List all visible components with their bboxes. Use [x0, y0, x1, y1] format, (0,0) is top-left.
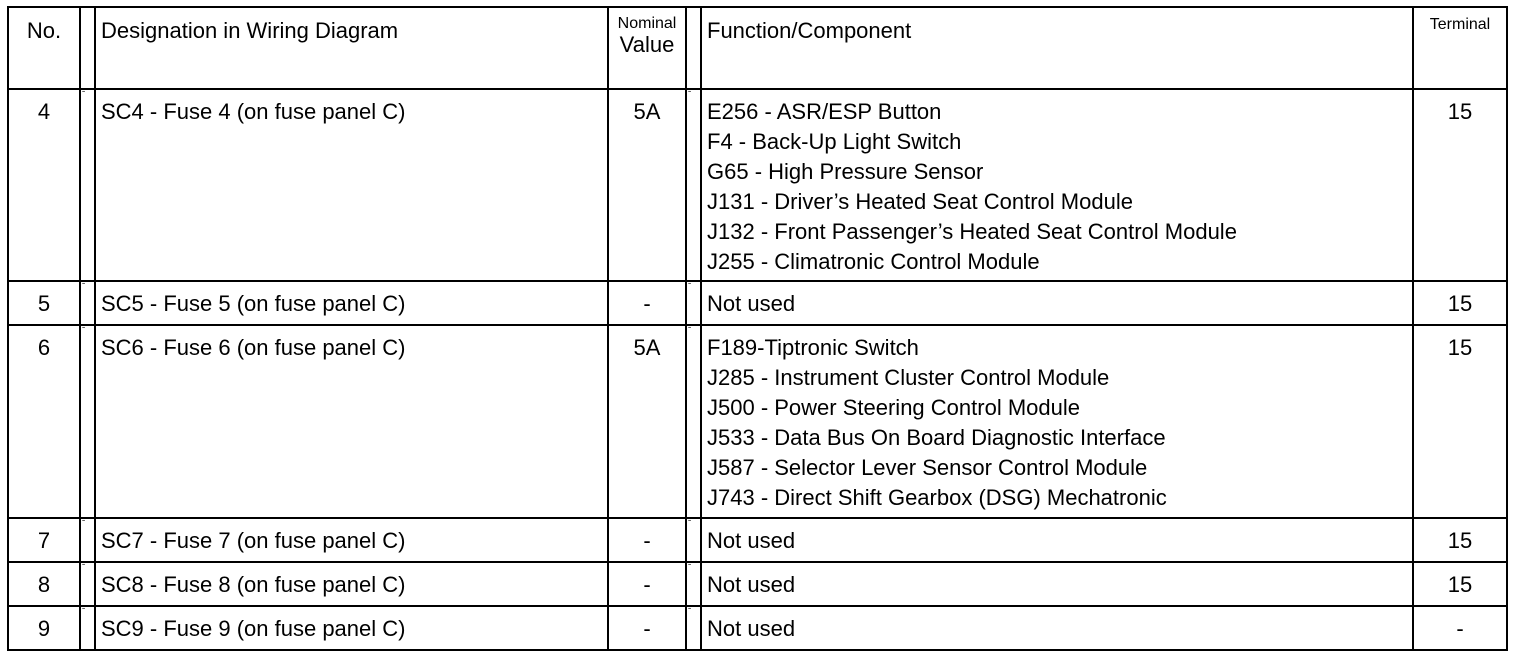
table-row [8, 606, 1507, 650]
header-terminal: Terminal [1413, 7, 1507, 89]
row-function-list [701, 325, 1413, 518]
function-item: F4 - Back-Up Light Switch [707, 129, 962, 154]
tick-mark: ˉ [82, 90, 86, 101]
function-item: J285 - Instrument Cluster Control Module [707, 365, 1110, 390]
header-no: No. [8, 7, 80, 89]
tick-mark: ˉ [82, 519, 86, 530]
table-row [8, 518, 1507, 562]
tick-mark: ˉ [82, 607, 86, 618]
header-nominal-big: Value [619, 32, 675, 57]
row-designation: SC4 - Fuse 4 (on fuse panel C) [95, 89, 608, 281]
row-terminal: 15 [1413, 325, 1507, 518]
function-item: J500 - Power Steering Control Module [707, 395, 1080, 420]
tick-mark: ˉ [688, 326, 692, 337]
row-nominal-value: - [608, 281, 686, 325]
row-gap-cell [80, 518, 95, 562]
function-item: Not used [707, 616, 796, 641]
function-item: J132 - Front Passenger’s Heated Seat Control Module [707, 219, 1237, 244]
function-item: Not used [707, 528, 796, 553]
row-gap-cell [80, 562, 95, 606]
row-number: 8 [8, 562, 80, 606]
function-item: E256 - ASR/ESP Button [707, 99, 942, 124]
row-function-list [701, 606, 1413, 650]
function-item: J587 - Selector Lever Sensor Control Module [707, 455, 1148, 480]
row-terminal: 15 [1413, 281, 1507, 325]
row-gap-cell [686, 281, 701, 325]
header-function: Function/Component [701, 7, 1413, 89]
table-row [8, 281, 1507, 325]
row-gap-cell [80, 325, 95, 518]
row-terminal: - [1413, 606, 1507, 650]
tick-mark: ˉ [82, 326, 86, 337]
row-designation: SC9 - Fuse 9 (on fuse panel C) [95, 606, 608, 650]
tick-mark: ˉ [82, 563, 86, 574]
table-row [8, 89, 1507, 281]
row-function-list [701, 518, 1413, 562]
row-number: 5 [8, 281, 80, 325]
fuse-table [7, 6, 1508, 651]
row-terminal: 15 [1413, 518, 1507, 562]
row-nominal-value: - [608, 518, 686, 562]
row-function-list [701, 281, 1413, 325]
function-item: Not used [707, 572, 796, 597]
function-item: F189-Tiptronic Switch [707, 335, 919, 360]
header-nominal-small: Nominal [617, 15, 677, 32]
function-item: J743 - Direct Shift Gearbox (DSG) Mechatronic [707, 485, 1167, 510]
table-row [8, 562, 1507, 606]
tick-mark: ˉ [688, 607, 692, 618]
row-gap-cell [686, 518, 701, 562]
row-designation: SC7 - Fuse 7 (on fuse panel C) [95, 518, 608, 562]
row-nominal-value: 5A [608, 325, 686, 518]
table-body [8, 89, 1507, 650]
function-item: Not used [707, 291, 796, 316]
row-function-list [701, 89, 1413, 281]
function-item: G65 - High Pressure Sensor [707, 159, 984, 184]
table-row [8, 325, 1507, 518]
header-gap [686, 7, 701, 89]
function-item: J255 - Climatronic Control Module [707, 249, 1040, 274]
header-row [8, 7, 1507, 89]
row-nominal-value: - [608, 606, 686, 650]
row-gap-cell [80, 89, 95, 281]
row-number: 6 [8, 325, 80, 518]
row-nominal-value: - [608, 562, 686, 606]
row-terminal: 15 [1413, 562, 1507, 606]
row-nominal-value: 5A [608, 89, 686, 281]
row-gap-cell [80, 606, 95, 650]
row-designation: SC6 - Fuse 6 (on fuse panel C) [95, 325, 608, 518]
tick-mark: ˉ [688, 90, 692, 101]
row-gap-cell [686, 325, 701, 518]
row-terminal: 15 [1413, 89, 1507, 281]
tick-mark: ˉ [688, 519, 692, 530]
tick-mark: ˉ [82, 282, 86, 293]
function-item: J131 - Driver’s Heated Seat Control Module [707, 189, 1133, 214]
header-gap [80, 7, 95, 89]
row-gap-cell [686, 89, 701, 281]
row-gap-cell [80, 281, 95, 325]
tick-mark: ˉ [688, 563, 692, 574]
header-designation: Designation in Wiring Diagram [95, 7, 608, 89]
row-number: 4 [8, 89, 80, 281]
tick-mark: ˉ [688, 282, 692, 293]
row-number: 9 [8, 606, 80, 650]
function-item: J533 - Data Bus On Board Diagnostic Interface [707, 425, 1166, 450]
row-designation: SC8 - Fuse 8 (on fuse panel C) [95, 562, 608, 606]
row-number: 7 [8, 518, 80, 562]
row-function-list [701, 562, 1413, 606]
header-nominal-value [608, 7, 686, 89]
row-gap-cell [686, 562, 701, 606]
row-designation: SC5 - Fuse 5 (on fuse panel C) [95, 281, 608, 325]
row-gap-cell [686, 606, 701, 650]
